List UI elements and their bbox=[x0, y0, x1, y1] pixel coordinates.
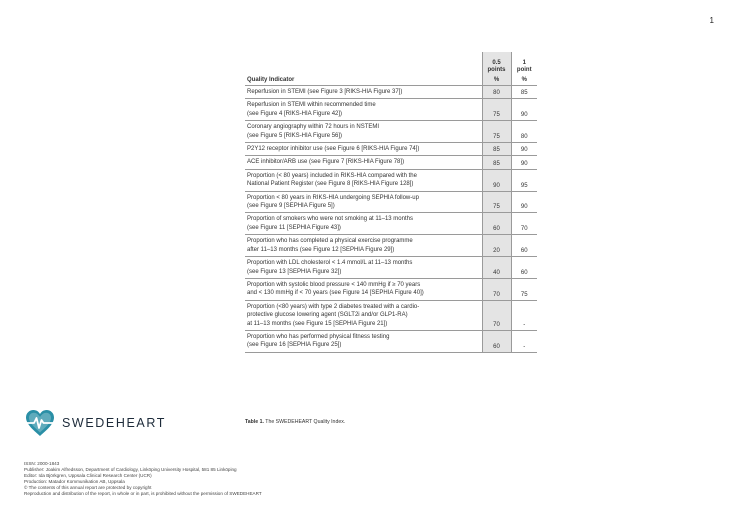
indicator-cell: ACE inhibitor/ARB use (see Figure 7 [RIKS-HIA Figure 78]) bbox=[245, 156, 482, 169]
quality-index-table bbox=[245, 52, 537, 353]
half-point-value: 70 bbox=[482, 300, 511, 330]
table-row bbox=[245, 156, 537, 169]
table-caption bbox=[245, 419, 345, 425]
indicator-cell: Proportion with LDL cholesterol < 1.4 mmol/L at 11–13 months (see Figure 13 [SEPHIA Figure 32]) bbox=[245, 257, 482, 279]
header-unit-half: % bbox=[482, 75, 511, 86]
header-half-points: 0.5 points bbox=[482, 52, 511, 75]
one-point-value: 75 bbox=[511, 278, 537, 300]
indicator-cell: Proportion who has completed a physical exercise programme after 11–13 months (see Figure 12 [SEPHIA Figure 29]) bbox=[245, 235, 482, 257]
half-point-value: 75 bbox=[482, 121, 511, 143]
table-row bbox=[245, 257, 537, 279]
one-point-value: - bbox=[511, 300, 537, 330]
table-row bbox=[245, 278, 537, 300]
one-point-value: 90 bbox=[511, 156, 537, 169]
one-point-value: 90 bbox=[511, 99, 537, 121]
table-row bbox=[245, 191, 537, 213]
header-one-point: 1 point bbox=[511, 52, 537, 75]
indicator-cell: Proportion who has performed physical fitness testing (see Figure 16 [SEPHIA Figure 25]) bbox=[245, 330, 482, 352]
half-point-value: 70 bbox=[482, 278, 511, 300]
table-row bbox=[245, 169, 537, 191]
footer-line: © The contents of this annual report are protected by copyright bbox=[24, 485, 152, 490]
one-point-value: 60 bbox=[511, 257, 537, 279]
indicator-cell: Proportion (<80 years) with type 2 diabetes treated with a cardio- protective glucose lowering agent (SGLT2i and/or GLP1-RA) at 11–13 months (see Figure 15 [SEPHIA Figure 21]) bbox=[245, 300, 482, 330]
table-row bbox=[245, 99, 537, 121]
half-point-value: 60 bbox=[482, 213, 511, 235]
indicator-cell: Proportion (< 80 years) included in RIKS-HIA compared with the National Patient Register (see Figure 8 [RIKS-HIA Figure 128]) bbox=[245, 169, 482, 191]
imprint-footer bbox=[24, 461, 262, 497]
one-point-value: - bbox=[511, 330, 537, 352]
brand-name: SWEDEHEART bbox=[62, 416, 166, 430]
table-row bbox=[245, 121, 537, 143]
indicator-cell: Coronary angiography within 72 hours in NSTEMI (see Figure 5 [RIKS-HIA Figure 56]) bbox=[245, 121, 482, 143]
footer-line: Editor: Ida Björkgren, Uppsala Clinical Research Center (UCR) bbox=[24, 473, 152, 478]
indicator-cell: Reperfusion in STEMI (see Figure 3 [RIKS-HIA Figure 37]) bbox=[245, 86, 482, 99]
table-row bbox=[245, 300, 537, 330]
heart-pulse-icon bbox=[24, 407, 56, 439]
half-point-value: 60 bbox=[482, 330, 511, 352]
table-row bbox=[245, 143, 537, 156]
table-row bbox=[245, 86, 537, 99]
one-point-value: 90 bbox=[511, 143, 537, 156]
half-point-value: 90 bbox=[482, 169, 511, 191]
indicator-cell: Proportion of smokers who were not smoking at 11–13 months (see Figure 11 [SEPHIA Figure 43]) bbox=[245, 213, 482, 235]
header-quality-indicator: Quality Indicator bbox=[245, 75, 482, 86]
one-point-value: 80 bbox=[511, 121, 537, 143]
swedeheart-logo bbox=[24, 407, 166, 439]
footer-line: Publisher: Joakim Alfredsson, Department of Cardiology, Linköping University Hospital, 581 85 Linköping bbox=[24, 467, 237, 472]
table-row bbox=[245, 213, 537, 235]
one-point-value: 70 bbox=[511, 213, 537, 235]
one-point-value: 90 bbox=[511, 191, 537, 213]
half-point-value: 80 bbox=[482, 86, 511, 99]
indicator-cell: Reperfusion in STEMI within recommended time (see Figure 4 [RIKS-HIA Figure 42]) bbox=[245, 99, 482, 121]
footer-line: Reproduction and distribution of the report, in whole or in part, is prohibited without the permission of SWEDEHEART bbox=[24, 491, 262, 496]
half-point-value: 85 bbox=[482, 143, 511, 156]
half-point-value: 75 bbox=[482, 99, 511, 121]
one-point-value: 95 bbox=[511, 169, 537, 191]
half-point-value: 20 bbox=[482, 235, 511, 257]
half-point-value: 40 bbox=[482, 257, 511, 279]
page-number: 1 bbox=[709, 16, 714, 25]
one-point-value: 60 bbox=[511, 235, 537, 257]
caption-label: Table 1. bbox=[245, 419, 264, 425]
indicator-cell: Proportion < 80 years in RIKS-HIA undergoing SEPHIA follow-up (see Figure 9 [SEPHIA Figure 5]) bbox=[245, 191, 482, 213]
header-unit-one: % bbox=[511, 75, 537, 86]
footer-line: Production: Matador Kommunikation AB, Uppsala bbox=[24, 479, 125, 484]
table-row bbox=[245, 330, 537, 352]
one-point-value: 85 bbox=[511, 86, 537, 99]
indicator-cell: Proportion with systolic blood pressure < 140 mmHg if ≥ 70 years and < 130 mmHg if < 70 years (see Figure 14 [SEPHIA Figure 40]) bbox=[245, 278, 482, 300]
footer-line: ISSN: 2000-1843 bbox=[24, 461, 60, 466]
table-row bbox=[245, 235, 537, 257]
caption-text: The SWEDEHEART Quality Index. bbox=[265, 419, 346, 425]
half-point-value: 85 bbox=[482, 156, 511, 169]
indicator-cell: P2Y12 receptor inhibitor use (see Figure 6 [RIKS-HIA Figure 74]) bbox=[245, 143, 482, 156]
half-point-value: 75 bbox=[482, 191, 511, 213]
table-body bbox=[245, 86, 537, 353]
